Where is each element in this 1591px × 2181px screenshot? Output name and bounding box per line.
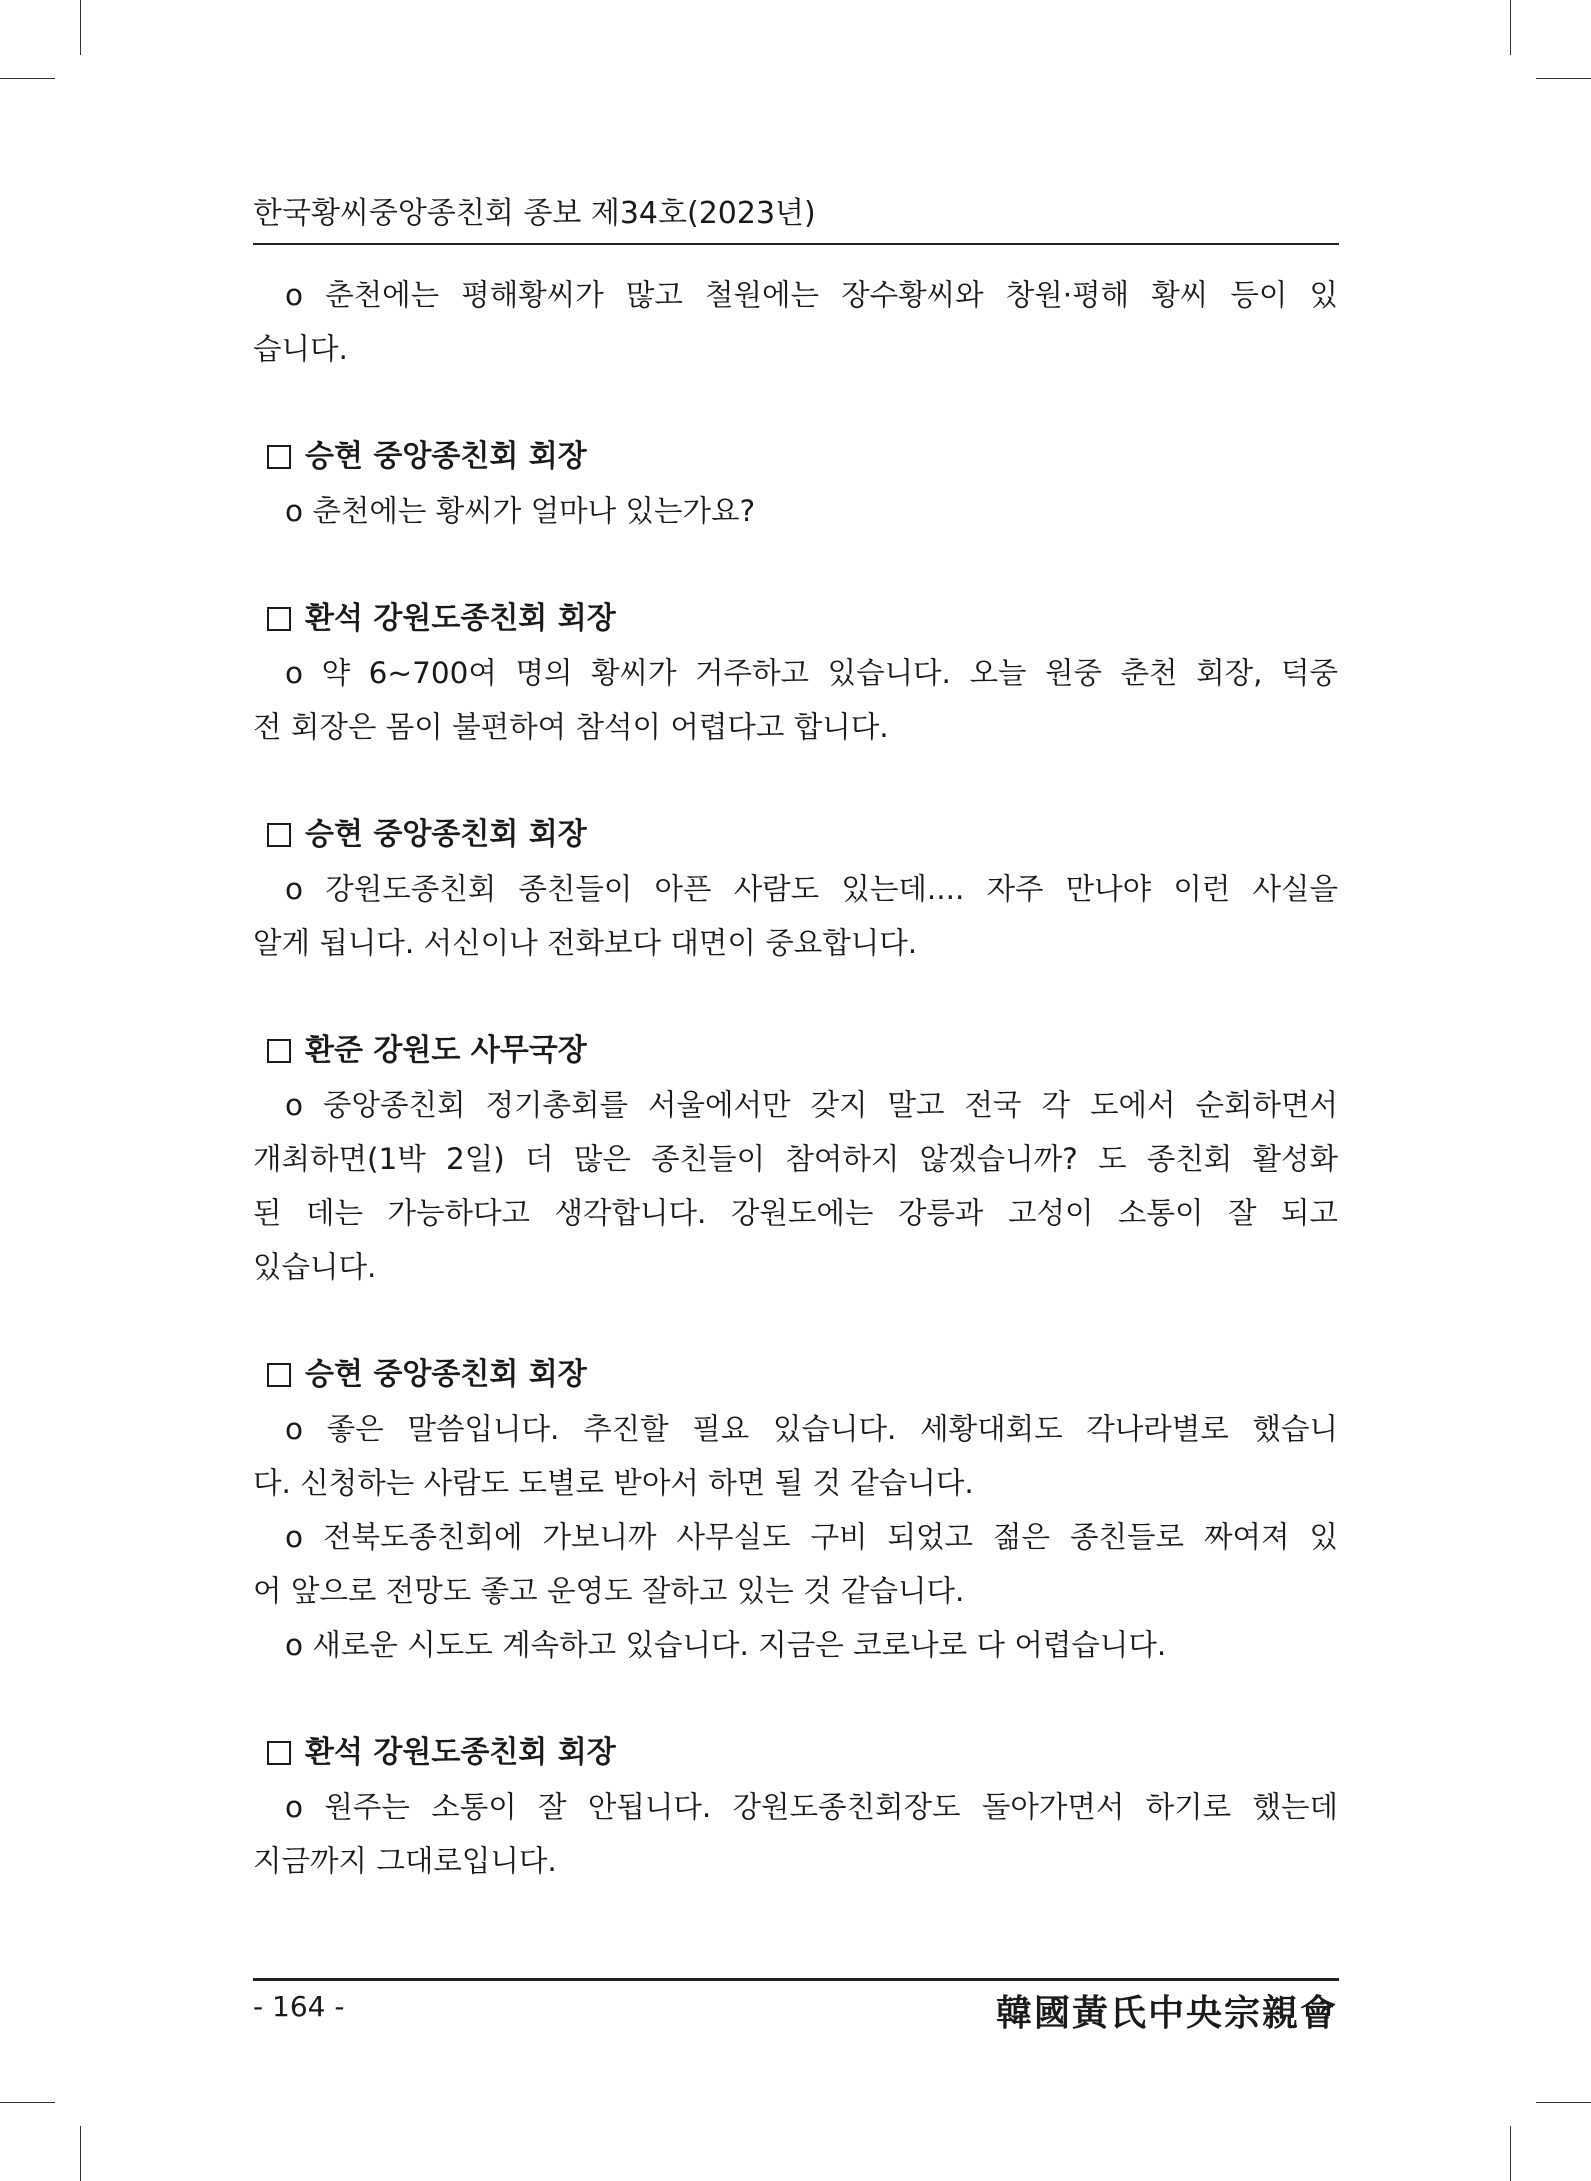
checkbox-square-icon — [267, 1741, 291, 1765]
paragraph-line — [253, 1132, 1338, 1186]
paragraph — [253, 1078, 1338, 1294]
running-header: 한국황씨중앙종친회 종보 제34호(2023년) — [253, 196, 816, 231]
paragraph-line — [253, 1618, 1338, 1672]
speaker-name: 환석 강원도종친회 회장 — [305, 601, 616, 636]
paragraph-line — [253, 1456, 1338, 1510]
paragraph-line — [253, 1402, 1338, 1456]
section-gap — [253, 1672, 1338, 1726]
document-body — [253, 268, 1338, 1888]
speaker-heading — [253, 1726, 1338, 1780]
speaker-name: 승현 중앙종친회 회장 — [305, 1357, 587, 1392]
line-text: 지금까지 그대로입니다. — [253, 1844, 557, 1878]
speaker-heading — [253, 1348, 1338, 1402]
paragraph — [253, 1402, 1338, 1510]
speaker-name: 승현 중앙종친회 회장 — [305, 439, 587, 474]
paragraph — [253, 862, 1338, 970]
line-text: o 춘천에는 황씨가 얼마나 있는가요? — [285, 494, 756, 528]
paragraph-line — [253, 700, 1338, 754]
section-gap — [253, 754, 1338, 808]
crop-mark — [1536, 78, 1591, 79]
header-rule — [253, 243, 1339, 245]
section-gap — [253, 538, 1338, 592]
crop-mark — [1510, 0, 1511, 55]
line-text: 있습니다. — [253, 1250, 377, 1284]
line-text: o 춘천에는 평해황씨가 많고 철원에는 장수황씨와 창원·평해 황씨 등이 있 — [285, 278, 1338, 312]
footer-rule — [253, 1978, 1339, 1981]
paragraph — [253, 1618, 1338, 1672]
crop-mark — [80, 0, 81, 55]
line-text: o 약 6~700여 명의 황씨가 거주하고 있습니다. 오늘 원중 춘천 회장, 덕중 — [285, 656, 1338, 690]
crop-mark — [0, 78, 55, 79]
checkbox-square-icon — [267, 445, 291, 469]
speaker-name: 승현 중앙종친회 회장 — [305, 817, 587, 852]
paragraph-line — [253, 1186, 1338, 1240]
line-text: 된 데는 가능하다고 생각합니다. 강원도에는 강릉과 고성이 소통이 잘 되고 — [253, 1196, 1338, 1230]
paragraph-line — [253, 1078, 1338, 1132]
checkbox-square-icon — [267, 1363, 291, 1387]
paragraph — [253, 268, 1338, 376]
line-text: 습니다. — [253, 332, 348, 366]
line-text: 어 앞으로 전망도 좋고 운영도 잘하고 있는 것 같습니다. — [253, 1574, 965, 1608]
paragraph-line — [253, 268, 1338, 322]
paragraph — [253, 1780, 1338, 1888]
line-text: o 좋은 말씀입니다. 추진할 필요 있습니다. 세황대회도 각나라별로 했습니 — [285, 1412, 1338, 1446]
paragraph-line — [253, 1780, 1338, 1834]
line-text: 알게 됩니다. 서신이나 전화보다 대면이 중요합니다. — [253, 926, 918, 960]
checkbox-square-icon — [267, 1039, 291, 1063]
line-text: 전 회장은 몸이 불편하여 참석이 어렵다고 합니다. — [253, 710, 889, 744]
section-gap — [253, 376, 1338, 430]
paragraph-line — [253, 1834, 1338, 1888]
speaker-heading — [253, 592, 1338, 646]
paragraph-line — [253, 1510, 1338, 1564]
line-text: o 강원도종친회 종친들이 아픈 사람도 있는데.... 자주 만나야 이런 사실을 — [285, 872, 1338, 906]
paragraph-line — [253, 646, 1338, 700]
crop-mark — [80, 2126, 81, 2181]
line-text: o 새로운 시도도 계속하고 있습니다. 지금은 코로나로 다 어렵습니다. — [285, 1628, 1167, 1662]
paragraph-line — [253, 1240, 1338, 1294]
footer-organization-name: 韓國黃氏中央宗親會 — [995, 1992, 1338, 2034]
line-text: o 원주는 소통이 잘 안됩니다. 강원도종친회장도 돌아가면서 하기로 했는데 — [285, 1790, 1338, 1824]
section-gap — [253, 1294, 1338, 1348]
speaker-name: 환준 강원도 사무국장 — [305, 1033, 587, 1068]
line-text: 다. 신청하는 사람도 도별로 받아서 하면 될 것 같습니다. — [253, 1466, 974, 1500]
paragraph — [253, 1510, 1338, 1618]
crop-mark — [1536, 2102, 1591, 2103]
paragraph — [253, 484, 1338, 538]
speaker-heading — [253, 808, 1338, 862]
speaker-heading — [253, 430, 1338, 484]
section-gap — [253, 970, 1338, 1024]
speaker-heading — [253, 1024, 1338, 1078]
checkbox-square-icon — [267, 823, 291, 847]
paragraph-line — [253, 1564, 1338, 1618]
page-number: - 164 - — [253, 1990, 345, 2023]
paragraph — [253, 646, 1338, 754]
paragraph-line — [253, 484, 1338, 538]
line-text: 개최하면(1박 2일) 더 많은 종친들이 참여하지 않겠습니까? 도 종친회 활성화 — [253, 1142, 1338, 1176]
paragraph-line — [253, 916, 1338, 970]
line-text: o 중앙종친회 정기총회를 서울에서만 갖지 말고 전국 각 도에서 순회하면서 — [285, 1088, 1338, 1122]
paragraph-line — [253, 322, 1338, 376]
checkbox-square-icon — [267, 607, 291, 631]
crop-mark — [1510, 2126, 1511, 2181]
paragraph-line — [253, 862, 1338, 916]
crop-mark — [0, 2102, 55, 2103]
speaker-name: 환석 강원도종친회 회장 — [305, 1735, 616, 1770]
line-text: o 전북도종친회에 가보니까 사무실도 구비 되었고 젊은 종친들로 짜여져 있 — [285, 1520, 1338, 1554]
